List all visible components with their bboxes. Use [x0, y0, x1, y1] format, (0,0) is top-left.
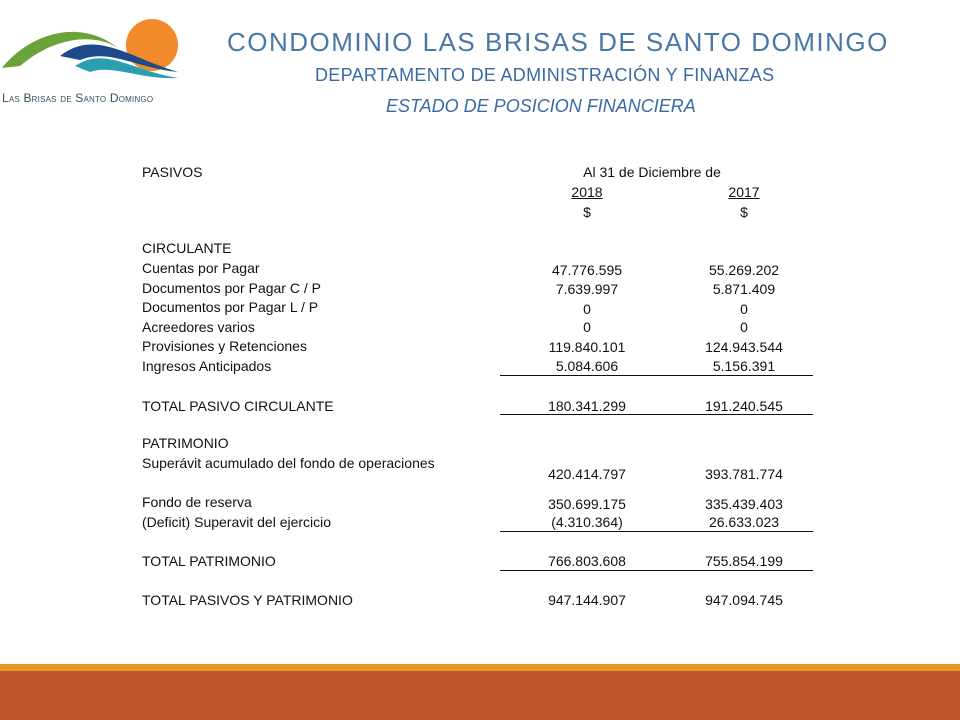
year-2018-header: 2018 [571, 184, 603, 200]
table-row [142, 338, 822, 358]
circulante-heading: CIRCULANTE [142, 240, 232, 256]
value-2017: 124.943.544 [705, 339, 783, 355]
row-label: Superávit acumulado del fondo de operaciones [142, 455, 435, 471]
total-value-2018: 766.803.608 [548, 553, 626, 569]
table-row [142, 299, 822, 319]
patrimonio-heading-row [142, 435, 822, 455]
footer-accent-stripe [0, 664, 960, 671]
total-row-circulante [142, 398, 822, 418]
year-2017-header: 2017 [728, 184, 760, 200]
value-2018: 0 [583, 301, 591, 317]
value-2018: 420.414.797 [548, 466, 626, 482]
company-logo [0, 8, 185, 103]
table-row [142, 260, 822, 280]
row-label: (Deficit) Superavit del ejercicio [142, 514, 332, 530]
value-2017: 26.633.023 [708, 514, 780, 530]
patrimonio-heading: PATRIMONIO [142, 435, 229, 451]
report-title: ESTADO DE POSICION FINANCIERA [386, 96, 696, 116]
value-2018: 350.699.175 [548, 496, 626, 512]
table-row [142, 280, 822, 300]
department-subtitle: DEPARTAMENTO DE ADMINISTRACIÓN Y FINANZAS [315, 65, 775, 85]
value-2017: 55.269.202 [708, 262, 780, 278]
total-value-2017: 755.854.199 [705, 553, 783, 569]
section-label-pasivos: PASIVOS [142, 164, 203, 180]
value-2018: 7.639.997 [555, 281, 619, 297]
value-2018: 119.840.101 [548, 339, 626, 355]
total-label: TOTAL PASIVO CIRCULANTE [142, 398, 334, 414]
value-2017: 0 [740, 319, 748, 335]
currency-header-row [142, 204, 822, 224]
footer-bar [0, 671, 960, 720]
grand-total-label: TOTAL PASIVOS Y PATRIMONIO [142, 592, 353, 608]
grand-total-2017: 947.094.745 [705, 592, 783, 608]
value-2018: 5.084.606 [555, 358, 619, 374]
row-label: Fondo de reserva [142, 494, 252, 510]
row-label: Documentos por Pagar C / P [142, 280, 321, 296]
currency-2017: $ [740, 204, 748, 220]
grand-total-row [142, 592, 822, 612]
grand-total-2018: 947.144.907 [548, 592, 626, 608]
value-2017: 5.156.391 [712, 358, 776, 374]
row-label: Ingresos Anticipados [142, 358, 272, 374]
year-header-row [142, 184, 822, 204]
circulante-heading-row [142, 240, 822, 260]
page-title: CONDOMINIO LAS BRISAS DE SANTO DOMINGO [227, 27, 889, 57]
value-2018: 0 [583, 319, 591, 335]
logo-graphic [0, 8, 185, 98]
value-2017: 393.781.774 [705, 466, 783, 482]
period-label: Al 31 de Diciembre de [583, 164, 721, 180]
value-2017: 5.871.409 [712, 281, 776, 297]
total-value-2018: 180.341.299 [548, 398, 626, 414]
total-label: TOTAL PATRIMONIO [142, 553, 276, 569]
total-value-2017: 191.240.545 [705, 398, 783, 414]
table-row [142, 494, 822, 514]
currency-2018: $ [583, 204, 591, 220]
total-underline [500, 414, 813, 415]
row-label: Provisiones y Retenciones [142, 338, 307, 354]
subtotal-underline [500, 375, 813, 376]
subtotal-underline [500, 531, 813, 532]
value-2017: 0 [740, 301, 748, 317]
row-label: Cuentas por Pagar [142, 260, 260, 276]
value-2018: (4.310.364) [551, 514, 623, 530]
value-2018: 47.776.595 [551, 262, 623, 278]
row-label: Documentos por Pagar L / P [142, 299, 319, 315]
total-underline [500, 570, 813, 571]
table-row [142, 319, 822, 339]
row-label: Acreedores varios [142, 319, 255, 335]
logo-text: Las Brisas de Santo Domingo [2, 91, 154, 105]
section-header-row [142, 164, 822, 184]
value-2017: 335.439.403 [705, 496, 783, 512]
table-row [142, 455, 822, 482]
